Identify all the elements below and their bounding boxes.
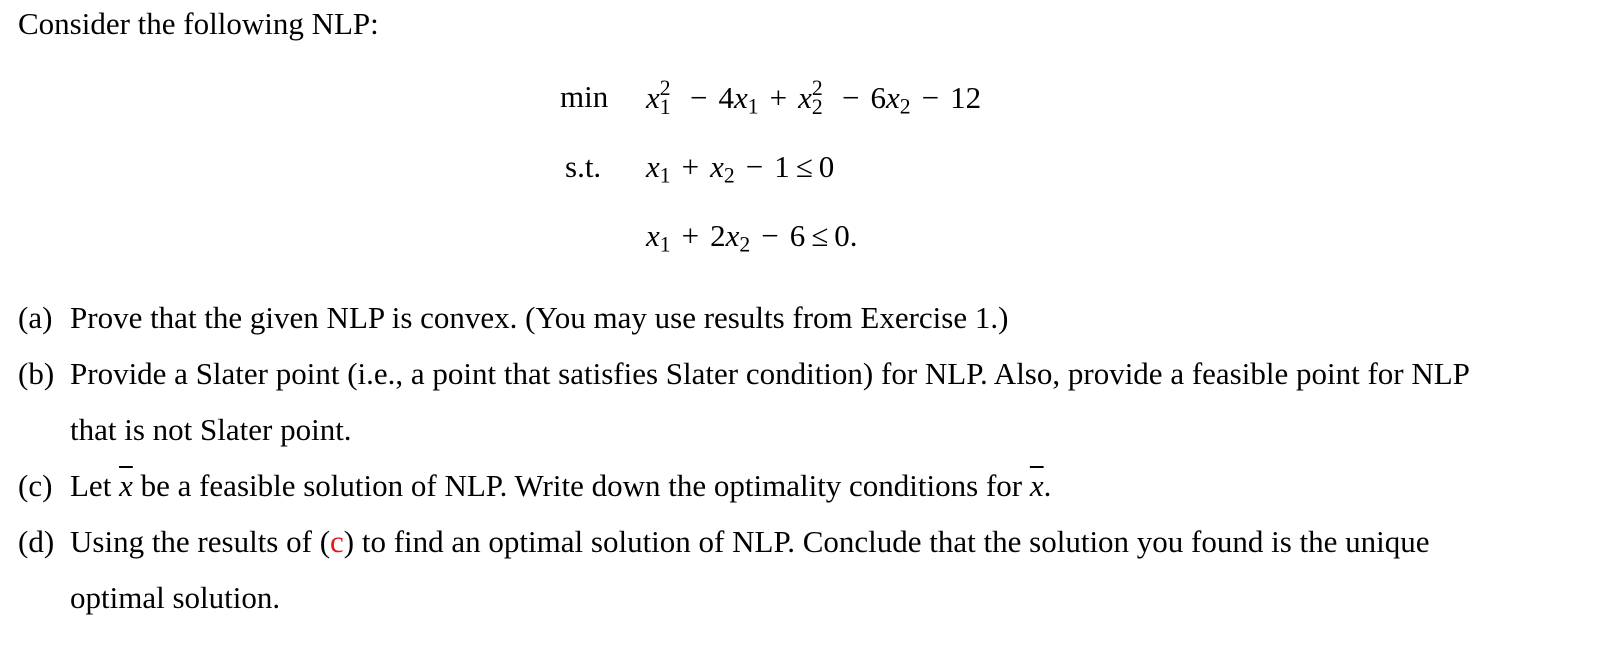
- constraint-2: $x_1 + 2x_2 - 6 \le 0$.: [646, 218, 858, 257]
- intro-text: Consider the following NLP:: [18, 6, 379, 41]
- objective-label: min: [560, 79, 609, 114]
- part-d-text-1: Using the results of (: [70, 524, 331, 559]
- constraint-label: s.t.: [565, 149, 602, 184]
- part-c: [18, 458, 1578, 514]
- part-c-text-2: be a feasible solution of NLP. Write down the optimality conditions for: [140, 468, 1023, 503]
- part-a: [18, 290, 1578, 346]
- exercise-parts: [18, 290, 1578, 626]
- part-d: [18, 514, 1578, 626]
- objective-function: x 2 1 − $4x_1 + x$ 2 2 − $6x_2 - 12$: [646, 75, 982, 119]
- part-c-reference-link[interactable]: c: [330, 524, 344, 559]
- x-bar-symbol: $\overline{x}$: [1029, 468, 1044, 503]
- part-c-marker: (c): [18, 468, 53, 503]
- part-d-line-2: optimal solution.: [70, 580, 281, 615]
- constraint-1: $x_1 + x_2 - 1 \le 0$: [646, 149, 835, 188]
- part-b-line-2: that is not Slater point.: [70, 412, 352, 447]
- part-b: [18, 346, 1578, 458]
- part-d-text-2: ) to find an optimal solution of NLP. Conclude that the solution you found is the unique: [343, 524, 1430, 559]
- part-d-line-1: [70, 514, 1578, 570]
- part-b-marker: (b): [18, 356, 55, 391]
- part-a-text: Prove that the given NLP is convex. (You may use results from Exercise 1.): [70, 300, 1009, 335]
- part-a-marker: (a): [18, 300, 53, 335]
- part-c-text-3: .: [1043, 468, 1052, 503]
- part-d-marker: (d): [18, 524, 55, 559]
- part-b-line-1: Provide a Slater point (i.e., a point that satisfies Slater condition) for NLP. Also, provide a feasible point for NLP: [70, 356, 1470, 391]
- x-bar-symbol: $\overline{x}$: [119, 468, 133, 503]
- part-c-text-1: Let: [70, 468, 112, 503]
